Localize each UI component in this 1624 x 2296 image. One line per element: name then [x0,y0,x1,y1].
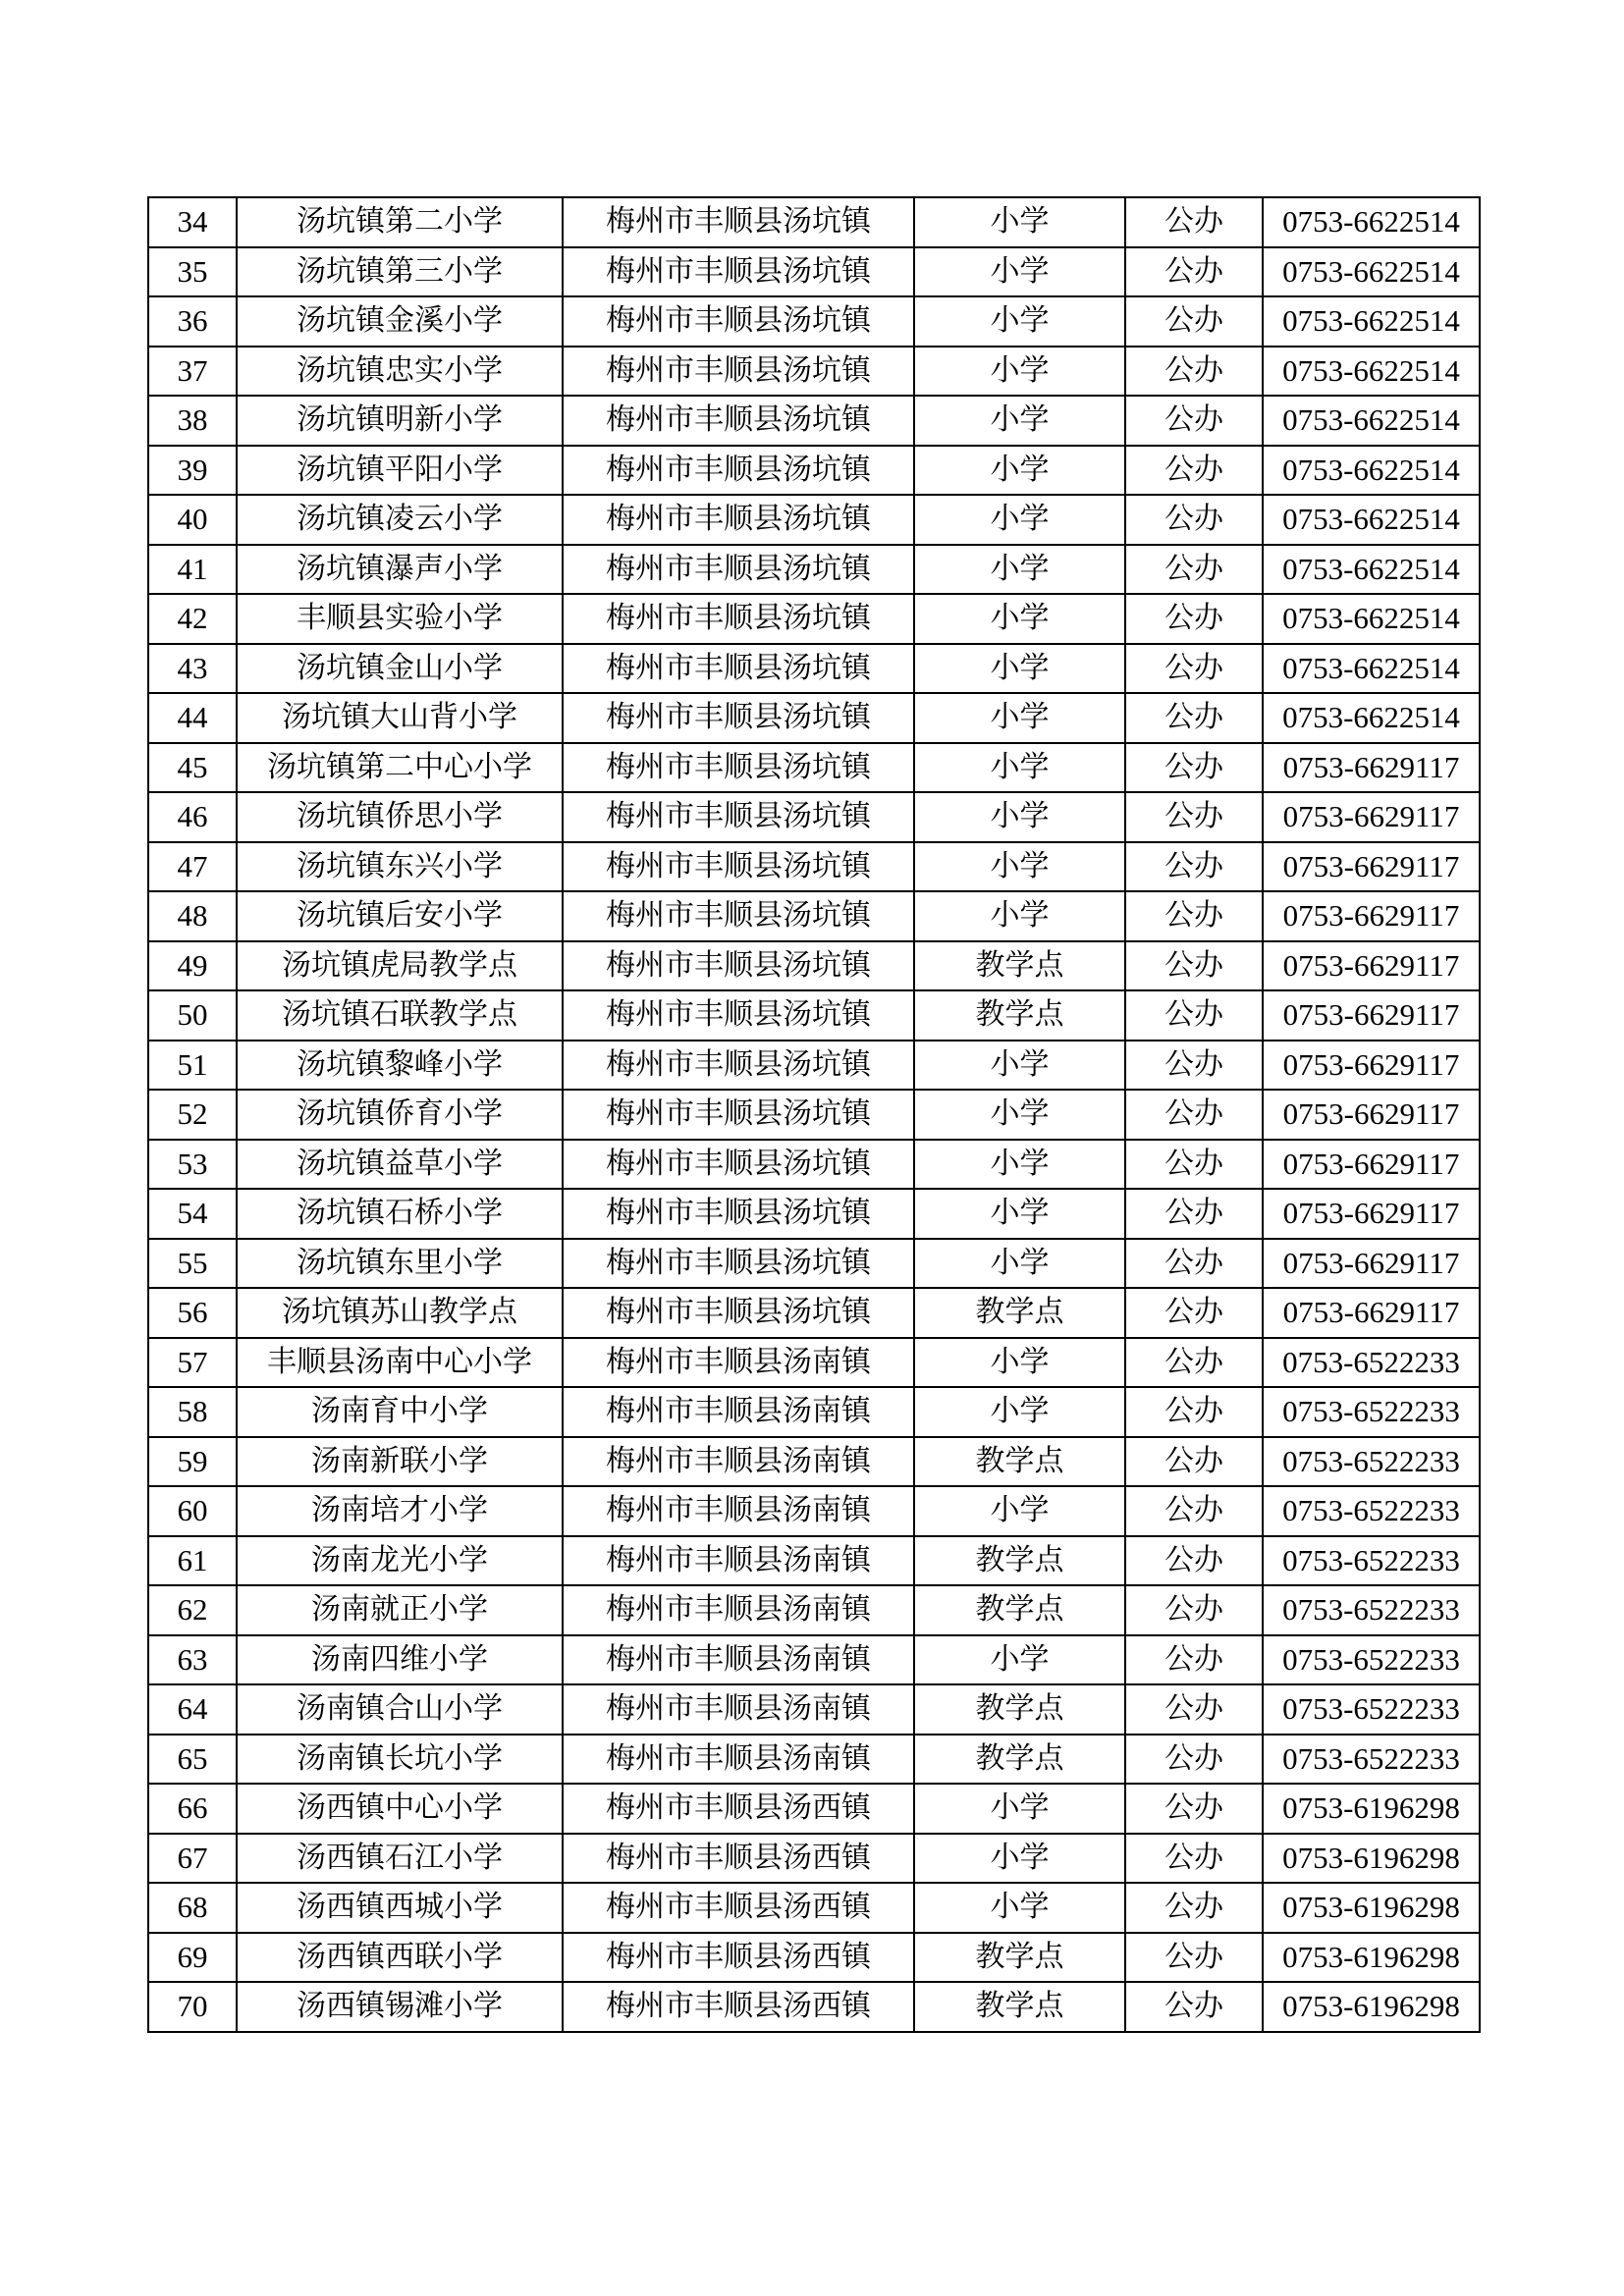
address-cell: 梅州市丰顺县汤南镇 [563,1585,914,1635]
ownership-cell: 公办 [1125,1982,1263,2032]
address-cell: 梅州市丰顺县汤坑镇 [563,792,914,842]
row-number-cell: 42 [148,594,237,644]
table-row [148,545,1480,595]
row-number-cell: 35 [148,247,237,297]
school-type-cell: 教学点 [914,1933,1125,1983]
phone-cell: 0753-6629117 [1263,743,1480,793]
address-cell: 梅州市丰顺县汤南镇 [563,1735,914,1785]
school-name-cell: 汤坑镇黎峰小学 [237,1041,563,1091]
school-name-cell: 汤坑镇侨思小学 [237,792,563,842]
school-type-cell: 教学点 [914,1437,1125,1487]
row-number-cell: 67 [148,1834,237,1884]
ownership-cell: 公办 [1125,990,1263,1041]
row-number-cell: 34 [148,197,237,247]
address-cell: 梅州市丰顺县汤坑镇 [563,446,914,496]
table-row [148,990,1480,1041]
table-row [148,1239,1480,1289]
row-number-cell: 59 [148,1437,237,1487]
school-type-cell: 教学点 [914,1684,1125,1735]
address-cell: 梅州市丰顺县汤坑镇 [563,1090,914,1140]
school-name-cell: 汤坑镇石桥小学 [237,1189,563,1239]
ownership-cell: 公办 [1125,594,1263,644]
school-type-cell: 小学 [914,396,1125,446]
school-type-cell: 小学 [914,545,1125,595]
row-number-cell: 40 [148,495,237,545]
school-type-cell: 小学 [914,495,1125,545]
ownership-cell: 公办 [1125,1387,1263,1437]
address-cell: 梅州市丰顺县汤坑镇 [563,1189,914,1239]
school-name-cell: 汤坑镇侨育小学 [237,1090,563,1140]
row-number-cell: 53 [148,1140,237,1190]
phone-cell: 0753-6629117 [1263,842,1480,892]
address-cell: 梅州市丰顺县汤坑镇 [563,347,914,397]
row-number-cell: 61 [148,1536,237,1586]
row-number-cell: 63 [148,1635,237,1685]
school-name-cell: 汤西镇西联小学 [237,1933,563,1983]
row-number-cell: 46 [148,792,237,842]
address-cell: 梅州市丰顺县汤坑镇 [563,941,914,991]
ownership-cell: 公办 [1125,1041,1263,1091]
address-cell: 梅州市丰顺县汤坑镇 [563,743,914,793]
address-cell: 梅州市丰顺县汤坑镇 [563,1140,914,1190]
table-row [148,842,1480,892]
table-row [148,197,1480,247]
table-row [148,1684,1480,1735]
table-row [148,1189,1480,1239]
ownership-cell: 公办 [1125,1437,1263,1487]
school-type-cell: 教学点 [914,1288,1125,1338]
school-type-cell: 小学 [914,1784,1125,1834]
ownership-cell: 公办 [1125,1239,1263,1289]
row-number-cell: 37 [148,347,237,397]
table-row [148,1486,1480,1536]
ownership-cell: 公办 [1125,1635,1263,1685]
school-type-cell: 小学 [914,594,1125,644]
school-type-cell: 教学点 [914,941,1125,991]
school-name-cell: 汤坑镇石联教学点 [237,990,563,1041]
school-type-cell: 小学 [914,1834,1125,1884]
ownership-cell: 公办 [1125,1189,1263,1239]
phone-cell: 0753-6629117 [1263,1288,1480,1338]
ownership-cell: 公办 [1125,1288,1263,1338]
ownership-cell: 公办 [1125,247,1263,297]
school-type-cell: 小学 [914,1041,1125,1091]
row-number-cell: 68 [148,1883,237,1933]
ownership-cell: 公办 [1125,792,1263,842]
school-name-cell: 汤西镇锡滩小学 [237,1982,563,2032]
row-number-cell: 47 [148,842,237,892]
phone-cell: 0753-6196298 [1263,1883,1480,1933]
table-row [148,296,1480,347]
phone-cell: 0753-6622514 [1263,594,1480,644]
school-list-table [147,196,1481,2033]
school-type-cell: 小学 [914,842,1125,892]
address-cell: 梅州市丰顺县汤坑镇 [563,842,914,892]
school-name-cell: 汤坑镇大山背小学 [237,693,563,743]
row-number-cell: 62 [148,1585,237,1635]
table-row [148,1140,1480,1190]
row-number-cell: 64 [148,1684,237,1735]
address-cell: 梅州市丰顺县汤坑镇 [563,644,914,694]
address-cell: 梅州市丰顺县汤坑镇 [563,1239,914,1289]
table-row [148,1735,1480,1785]
school-name-cell: 丰顺县汤南中心小学 [237,1338,563,1388]
ownership-cell: 公办 [1125,396,1263,446]
phone-cell: 0753-6622514 [1263,396,1480,446]
phone-cell: 0753-6196298 [1263,1933,1480,1983]
table-row [148,1387,1480,1437]
table-row [148,1784,1480,1834]
school-name-cell: 汤西镇西城小学 [237,1883,563,1933]
ownership-cell: 公办 [1125,545,1263,595]
school-name-cell: 汤西镇中心小学 [237,1784,563,1834]
phone-cell: 0753-6522233 [1263,1338,1480,1388]
school-name-cell: 汤坑镇后安小学 [237,891,563,941]
table-row [148,941,1480,991]
address-cell: 梅州市丰顺县汤南镇 [563,1387,914,1437]
table-row [148,891,1480,941]
school-name-cell: 汤南培才小学 [237,1486,563,1536]
table-row [148,743,1480,793]
table-row [148,644,1480,694]
row-number-cell: 54 [148,1189,237,1239]
address-cell: 梅州市丰顺县汤坑镇 [563,296,914,347]
table-row [148,347,1480,397]
school-type-cell: 小学 [914,247,1125,297]
table-row [148,495,1480,545]
school-name-cell: 汤西镇石江小学 [237,1834,563,1884]
table-row [148,1536,1480,1586]
phone-cell: 0753-6629117 [1263,1239,1480,1289]
address-cell: 梅州市丰顺县汤坑镇 [563,594,914,644]
school-type-cell: 教学点 [914,1735,1125,1785]
school-type-cell: 小学 [914,743,1125,793]
ownership-cell: 公办 [1125,842,1263,892]
ownership-cell: 公办 [1125,1338,1263,1388]
table-row [148,446,1480,496]
phone-cell: 0753-6522233 [1263,1387,1480,1437]
ownership-cell: 公办 [1125,446,1263,496]
school-name-cell: 汤坑镇凌云小学 [237,495,563,545]
phone-cell: 0753-6622514 [1263,644,1480,694]
school-type-cell: 小学 [914,1140,1125,1190]
row-number-cell: 49 [148,941,237,991]
ownership-cell: 公办 [1125,891,1263,941]
ownership-cell: 公办 [1125,693,1263,743]
row-number-cell: 50 [148,990,237,1041]
table-row [148,1288,1480,1338]
phone-cell: 0753-6196298 [1263,1834,1480,1884]
address-cell: 梅州市丰顺县汤坑镇 [563,990,914,1041]
address-cell: 梅州市丰顺县汤坑镇 [563,247,914,297]
school-name-cell: 汤坑镇第三小学 [237,247,563,297]
ownership-cell: 公办 [1125,743,1263,793]
school-type-cell: 小学 [914,1486,1125,1536]
row-number-cell: 69 [148,1933,237,1983]
school-type-cell: 小学 [914,1883,1125,1933]
school-name-cell: 汤坑镇忠实小学 [237,347,563,397]
phone-cell: 0753-6622514 [1263,545,1480,595]
school-type-cell: 小学 [914,1635,1125,1685]
table-row [148,1883,1480,1933]
school-name-cell: 汤坑镇平阳小学 [237,446,563,496]
ownership-cell: 公办 [1125,1140,1263,1190]
address-cell: 梅州市丰顺县汤西镇 [563,1784,914,1834]
row-number-cell: 36 [148,296,237,347]
ownership-cell: 公办 [1125,644,1263,694]
phone-cell: 0753-6629117 [1263,1189,1480,1239]
school-name-cell: 汤南镇长坑小学 [237,1735,563,1785]
phone-cell: 0753-6522233 [1263,1684,1480,1735]
address-cell: 梅州市丰顺县汤西镇 [563,1933,914,1983]
phone-cell: 0753-6522233 [1263,1735,1480,1785]
school-type-cell: 小学 [914,693,1125,743]
school-type-cell: 小学 [914,197,1125,247]
school-name-cell: 汤坑镇第二小学 [237,197,563,247]
school-name-cell: 汤坑镇明新小学 [237,396,563,446]
row-number-cell: 51 [148,1041,237,1091]
row-number-cell: 65 [148,1735,237,1785]
row-number-cell: 70 [148,1982,237,2032]
phone-cell: 0753-6622514 [1263,446,1480,496]
table-row [148,1933,1480,1983]
phone-cell: 0753-6522233 [1263,1585,1480,1635]
school-name-cell: 汤坑镇苏山教学点 [237,1288,563,1338]
phone-cell: 0753-6629117 [1263,1140,1480,1190]
ownership-cell: 公办 [1125,1536,1263,1586]
address-cell: 梅州市丰顺县汤南镇 [563,1684,914,1735]
ownership-cell: 公办 [1125,1486,1263,1536]
school-type-cell: 小学 [914,1189,1125,1239]
school-name-cell: 汤坑镇第二中心小学 [237,743,563,793]
school-name-cell: 汤坑镇益草小学 [237,1140,563,1190]
phone-cell: 0753-6622514 [1263,495,1480,545]
address-cell: 梅州市丰顺县汤西镇 [563,1883,914,1933]
table-row [148,594,1480,644]
school-name-cell: 汤南龙光小学 [237,1536,563,1586]
address-cell: 梅州市丰顺县汤坑镇 [563,891,914,941]
address-cell: 梅州市丰顺县汤坑镇 [563,1288,914,1338]
phone-cell: 0753-6196298 [1263,1982,1480,2032]
row-number-cell: 39 [148,446,237,496]
phone-cell: 0753-6629117 [1263,1090,1480,1140]
row-number-cell: 56 [148,1288,237,1338]
school-type-cell: 小学 [914,1090,1125,1140]
address-cell: 梅州市丰顺县汤坑镇 [563,1041,914,1091]
school-type-cell: 小学 [914,644,1125,694]
address-cell: 梅州市丰顺县汤坑镇 [563,495,914,545]
school-name-cell: 汤南镇合山小学 [237,1684,563,1735]
address-cell: 梅州市丰顺县汤南镇 [563,1635,914,1685]
row-number-cell: 55 [148,1239,237,1289]
address-cell: 梅州市丰顺县汤西镇 [563,1834,914,1884]
table-row [148,247,1480,297]
phone-cell: 0753-6196298 [1263,1784,1480,1834]
school-type-cell: 教学点 [914,990,1125,1041]
address-cell: 梅州市丰顺县汤坑镇 [563,693,914,743]
row-number-cell: 48 [148,891,237,941]
row-number-cell: 52 [148,1090,237,1140]
address-cell: 梅州市丰顺县汤坑镇 [563,545,914,595]
row-number-cell: 66 [148,1784,237,1834]
address-cell: 梅州市丰顺县汤南镇 [563,1338,914,1388]
ownership-cell: 公办 [1125,941,1263,991]
ownership-cell: 公办 [1125,197,1263,247]
row-number-cell: 38 [148,396,237,446]
address-cell: 梅州市丰顺县汤南镇 [563,1437,914,1487]
phone-cell: 0753-6629117 [1263,941,1480,991]
school-type-cell: 小学 [914,347,1125,397]
school-name-cell: 汤坑镇金山小学 [237,644,563,694]
phone-cell: 0753-6622514 [1263,296,1480,347]
ownership-cell: 公办 [1125,296,1263,347]
school-name-cell: 汤南育中小学 [237,1387,563,1437]
row-number-cell: 45 [148,743,237,793]
row-number-cell: 57 [148,1338,237,1388]
row-number-cell: 44 [148,693,237,743]
school-type-cell: 小学 [914,296,1125,347]
table-row [148,792,1480,842]
table-row [148,1585,1480,1635]
ownership-cell: 公办 [1125,1735,1263,1785]
ownership-cell: 公办 [1125,495,1263,545]
row-number-cell: 43 [148,644,237,694]
school-type-cell: 小学 [914,891,1125,941]
row-number-cell: 41 [148,545,237,595]
table-row [148,1834,1480,1884]
school-type-cell: 小学 [914,1387,1125,1437]
ownership-cell: 公办 [1125,1585,1263,1635]
phone-cell: 0753-6622514 [1263,347,1480,397]
table-row [148,693,1480,743]
school-type-cell: 小学 [914,792,1125,842]
school-name-cell: 汤坑镇东兴小学 [237,842,563,892]
ownership-cell: 公办 [1125,1090,1263,1140]
address-cell: 梅州市丰顺县汤坑镇 [563,197,914,247]
ownership-cell: 公办 [1125,347,1263,397]
school-name-cell: 汤坑镇东里小学 [237,1239,563,1289]
table-row [148,1041,1480,1091]
table-row [148,1635,1480,1685]
school-type-cell: 教学点 [914,1585,1125,1635]
table-row [148,1982,1480,2032]
phone-cell: 0753-6622514 [1263,247,1480,297]
phone-cell: 0753-6622514 [1263,197,1480,247]
school-type-cell: 小学 [914,1239,1125,1289]
phone-cell: 0753-6629117 [1263,1041,1480,1091]
phone-cell: 0753-6629117 [1263,891,1480,941]
school-name-cell: 汤坑镇虎局教学点 [237,941,563,991]
phone-cell: 0753-6522233 [1263,1437,1480,1487]
school-type-cell: 教学点 [914,1982,1125,2032]
phone-cell: 0753-6629117 [1263,990,1480,1041]
table-row [148,1090,1480,1140]
school-name-cell: 汤南新联小学 [237,1437,563,1487]
table-row [148,1437,1480,1487]
ownership-cell: 公办 [1125,1684,1263,1735]
school-name-cell: 丰顺县实验小学 [237,594,563,644]
table-row [148,1338,1480,1388]
ownership-cell: 公办 [1125,1784,1263,1834]
school-name-cell: 汤坑镇瀑声小学 [237,545,563,595]
address-cell: 梅州市丰顺县汤坑镇 [563,396,914,446]
table-row [148,396,1480,446]
address-cell: 梅州市丰顺县汤西镇 [563,1982,914,2032]
ownership-cell: 公办 [1125,1933,1263,1983]
school-type-cell: 小学 [914,446,1125,496]
school-type-cell: 小学 [914,1338,1125,1388]
table-body [148,197,1480,2032]
address-cell: 梅州市丰顺县汤南镇 [563,1536,914,1586]
school-type-cell: 教学点 [914,1536,1125,1586]
phone-cell: 0753-6622514 [1263,693,1480,743]
ownership-cell: 公办 [1125,1834,1263,1884]
school-name-cell: 汤南就正小学 [237,1585,563,1635]
school-name-cell: 汤坑镇金溪小学 [237,296,563,347]
phone-cell: 0753-6522233 [1263,1536,1480,1586]
address-cell: 梅州市丰顺县汤南镇 [563,1486,914,1536]
school-name-cell: 汤南四维小学 [237,1635,563,1685]
phone-cell: 0753-6629117 [1263,792,1480,842]
row-number-cell: 58 [148,1387,237,1437]
row-number-cell: 60 [148,1486,237,1536]
phone-cell: 0753-6522233 [1263,1486,1480,1536]
phone-cell: 0753-6522233 [1263,1635,1480,1685]
ownership-cell: 公办 [1125,1883,1263,1933]
